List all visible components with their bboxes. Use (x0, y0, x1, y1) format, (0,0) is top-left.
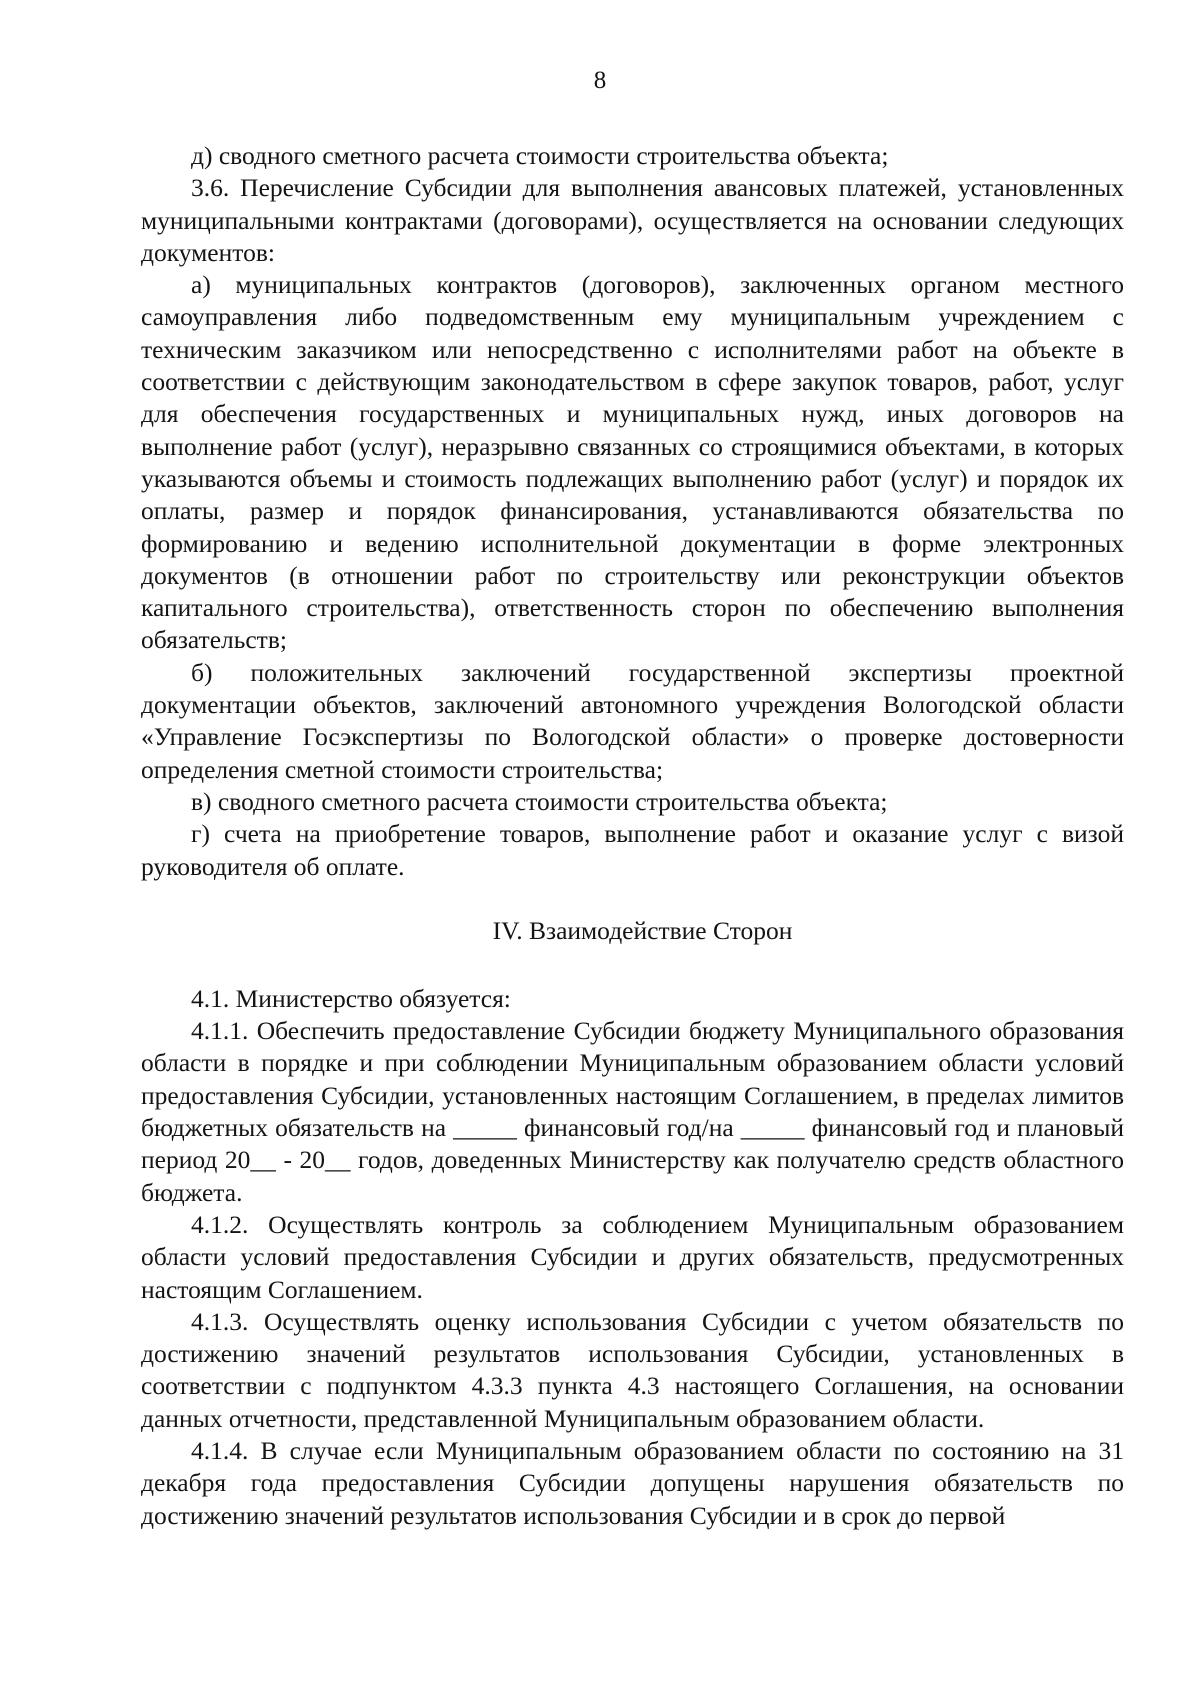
paragraph-item-b: б) положительных заключений государственной экспертизы проектной документации объектов, заключений автономного учреждения Вологодской области «Управление Госэкспертизы по Вологодской области» о проверке достоверности определения сметной стоимости строительства; (141, 657, 1124, 784)
paragraph-item-d: д) сводного сметного расчета стоимости строительства объекта; (191, 141, 889, 170)
paragraph-4-1-1: 4.1.1. Обеспечить предоставление Субсидии бюджету Муниципального образования области в порядке и при соблюдении Муниципальным образованием области условий предоставления Субсидии, установленных настоящим Соглашением, в пределах лимитов бюджетных обязательств на _____ финансовый год/на _____ финансовый год и плановый период 20__ - 20__ годов, доведенных Министерству как получателю средств областного бюджета. (141, 1016, 1124, 1207)
section-heading: IV. Взаимодействие Сторон (492, 915, 793, 945)
paragraph-4-1-3: 4.1.3. Осуществлять оценку использования Субсидии с учетом обязательств по достижению значений результатов использования Субсидии, установленных в соответствии с подпунктом 4.3.3 пункта 4.3 настоящего Соглашения, на основании данных отчетности, представленной Муниципальным образованием области. (141, 1306, 1124, 1433)
paragraph-4-1-2: 4.1.2. Осуществлять контроль за соблюдением Муниципальным образованием области условий предоставления Субсидии и других обязательств, предусмотренных настоящим Соглашением. (141, 1209, 1124, 1304)
document-body (141, 140, 1124, 1532)
page-number: 8 (593, 67, 607, 94)
paragraph-item-v: в) сводного сметного расчета стоимости строительства объекта; (191, 786, 888, 816)
paragraph-3-6: 3.6. Перечисление Субсидии для выполнения авансовых платежей, установленных муниципальными контрактами (договорами), осуществляется на основании следующих документов: (141, 173, 1124, 267)
paragraph-4-1: 4.1. Министерство обязуется: (191, 983, 511, 1013)
paragraph-4-1-4: 4.1.4. В случае если Муниципальным образованием области по состоянию на 31 декабря года предоставления Субсидии допущены нарушения обязательств по достижению значений результатов использования Субсидии и в срок до первой (141, 1435, 1124, 1530)
paragraph-item-a: а) муниципальных контрактов (договоров), заключенных органом местного самоуправления либо подведомственным ему муниципальным учреждением с техническим заказчиком или непосредственно с исполнителями работ на объекте в соответствии с действующим законодательством в сфере закупок товаров, работ, услуг для обеспечения государственных и муниципальных нужд, иных договоров на выполнение работ (услуг), неразрывно связанных со строящимися объектами, в которых указываются объемы и стоимость подлежащих выполнению работ (услуг) и порядок их оплаты, размер и порядок финансирования, устанавливаются обязательства по формированию и ведению исполнительной документации в форме электронных документов (в отношении работ по строительству или реконструкции объектов капитального строительства), ответственность сторон по обеспечению выполнения обязательств; (141, 270, 1124, 655)
paragraph-item-g: г) счета на приобретение товаров, выполнение работ и оказание услуг с визой руководителя об оплате. (141, 819, 1124, 881)
